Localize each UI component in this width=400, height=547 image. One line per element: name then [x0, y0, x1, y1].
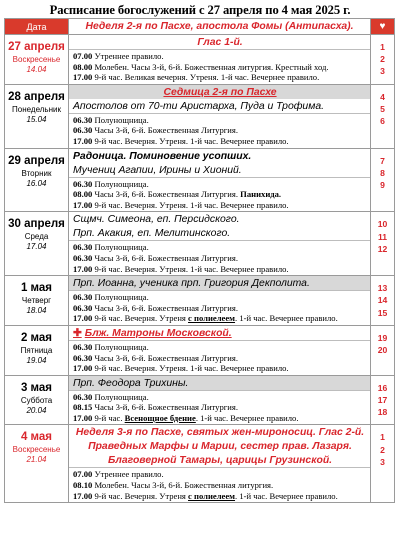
service-line [69, 51, 370, 62]
service-line [69, 392, 370, 403]
feast-line [69, 425, 370, 439]
old-style-date: 18.04 [26, 306, 47, 316]
service-line [69, 313, 370, 324]
service-time: 06.30 [73, 341, 93, 352]
date-cell [5, 425, 69, 503]
reading-numbers [371, 148, 395, 212]
service-time: 17.00 [73, 363, 93, 374]
services-block [69, 177, 370, 212]
service-line [69, 115, 370, 126]
feast-line [69, 376, 370, 390]
service-time: 08.15 [73, 402, 93, 413]
reading-number: 7 [380, 155, 385, 166]
service-line [69, 179, 370, 190]
service-text: Полунощница. [92, 178, 149, 189]
service-time: 07.00 [73, 469, 93, 480]
header-row [5, 19, 395, 35]
service-time: 06.30 [73, 252, 93, 263]
reading-number: 4 [380, 91, 385, 102]
reading-numbers [371, 375, 395, 425]
feast-line [69, 163, 370, 177]
service-line [69, 353, 370, 364]
date-cell [5, 212, 69, 276]
service-line [69, 303, 370, 314]
service-time: 17.00 [73, 412, 93, 423]
date-cell [5, 375, 69, 425]
service-time: 17.00 [73, 135, 93, 146]
old-style-date: 16.04 [26, 178, 47, 188]
service-line [69, 491, 370, 502]
feast-text: Седмица 2-я по Пасхе [163, 86, 277, 98]
service-line [69, 72, 370, 83]
service-text: Молебен. Часы 3-й, 6-й. Божественная литургия. [92, 480, 274, 491]
service-text: Утреннее правило. [92, 469, 164, 480]
content-cell [69, 375, 371, 425]
service-line [69, 402, 370, 413]
page-title: Расписание богослужений с 27 апреля по 4 мая 2025 г. [49, 3, 351, 17]
service-time: 08.10 [73, 480, 93, 491]
date-cell [5, 84, 69, 148]
weekday: Вторник [21, 168, 52, 178]
reading-number: 14 [377, 295, 388, 306]
content-cell [69, 212, 371, 276]
service-text: Часы 3-й, 6-й. Божественная Литургия. [92, 125, 239, 136]
service-time: 17.00 [73, 263, 93, 274]
feast-line [69, 35, 370, 49]
service-text: . 1-й час. Вечернее правило. [235, 490, 338, 501]
service-text: Часы 3-й, 6-й. Божественная Литургия. [92, 302, 239, 313]
day-date: 27 апреля [8, 41, 65, 53]
feast-text: Сщмч. Симеона, еп. Персидского. [73, 214, 240, 226]
service-text: . 1-й час. Вечернее правило. [235, 313, 338, 324]
service-text: с полиелеем [188, 490, 236, 501]
service-text: 9-й час. Вечерня. Утреня [92, 490, 189, 501]
reading-number: 2 [380, 54, 385, 65]
weekday: Среда [24, 232, 49, 242]
service-text: Полунощница. [92, 242, 149, 253]
service-time: 07.00 [73, 51, 93, 61]
services-block [69, 113, 370, 148]
service-text: . 1-й час. Вечернее правило. [195, 412, 299, 423]
weekday: Суббота [20, 395, 53, 405]
feast-line [69, 439, 370, 453]
service-text: Полунощница. [92, 114, 149, 125]
day-date: 29 апреля [8, 154, 65, 167]
day-row [5, 212, 395, 276]
day-date: 28 апреля [8, 90, 65, 103]
feast-text: Праведных Марфы и Марии, сестер прав. Лазаря. [88, 441, 352, 453]
reading-number: 3 [380, 456, 385, 467]
day-row [5, 148, 395, 212]
services-block [69, 340, 370, 375]
service-text: Полунощница. [92, 341, 149, 352]
reading-number: 11 [377, 231, 388, 242]
reading-numbers [371, 425, 395, 503]
day-row [5, 35, 395, 85]
feast-line [69, 276, 370, 290]
service-text: 9-й час. Великая вечерня. Утреня. 1-й час. Вечернее правило. [92, 72, 320, 83]
service-time: 06.30 [73, 114, 93, 125]
service-text: Часы 3-й, 6-й. Божественная Литургия. [92, 189, 241, 200]
date-column-header: Дата [5, 19, 69, 35]
day-date: 4 мая [20, 431, 53, 444]
schedule-table [4, 18, 395, 503]
reading-number: 13 [377, 283, 388, 294]
service-time: 06.30 [73, 292, 93, 303]
service-line [69, 62, 370, 73]
feast-text: Прп. Иоанна, ученика прп. Григория Декполита. [73, 278, 310, 290]
service-line [69, 189, 370, 200]
service-text: Полунощница. [92, 391, 149, 402]
service-text: Панихида. [240, 189, 282, 200]
service-time: 06.30 [73, 178, 93, 189]
service-line [69, 469, 370, 480]
service-line [69, 136, 370, 147]
service-time: 17.00 [73, 313, 93, 324]
reading-number: 3 [380, 66, 385, 77]
service-time: 06.30 [73, 352, 93, 363]
day-row [5, 325, 395, 375]
reading-number: 15 [377, 307, 388, 318]
feast-line [69, 226, 370, 240]
reading-numbers [371, 325, 395, 375]
reading-number: 6 [380, 116, 385, 127]
content-cell [69, 148, 371, 212]
feast-text: Прп. Акакия, еп. Мелитинского. [73, 228, 231, 240]
service-text: 9-й час. Вечерня. Утреня. 1-й час. Вечернее правило. [92, 363, 289, 374]
feast-text: Радоница. Поминовение усопших. [73, 150, 252, 162]
day-row [5, 375, 395, 425]
feast-line [69, 149, 370, 163]
service-text: Всенощное бдение [124, 412, 196, 423]
reading-numbers [371, 276, 395, 326]
content-cell [69, 325, 371, 375]
service-text: 9-й час. [92, 412, 125, 423]
service-line [69, 342, 370, 353]
feast-line [69, 212, 370, 226]
service-time: 08.00 [73, 189, 93, 200]
service-line [69, 253, 370, 264]
services-block [69, 290, 370, 325]
date-cell [5, 148, 69, 212]
reading-number: 12 [377, 243, 388, 254]
service-line [69, 480, 370, 491]
date-cell [5, 35, 69, 85]
reading-number: 17 [377, 394, 388, 405]
weekday: Воскресенье [12, 55, 61, 64]
service-text: 9-й час. Вечерня. Утреня. 1-й час. Вечернее правило. [92, 263, 289, 274]
service-line [69, 363, 370, 374]
day-row [5, 425, 395, 503]
reading-numbers [371, 84, 395, 148]
day-date: 30 апреля [8, 218, 65, 231]
service-text: Молебен. Часы 3-й, 6-й. Божественная литургия. Крестный ход. [92, 61, 329, 72]
services-block [69, 49, 370, 84]
service-text: с полиелеем [188, 313, 236, 324]
reading-number: 5 [380, 103, 385, 114]
old-style-date: 14.04 [26, 65, 47, 74]
services-block [69, 240, 370, 275]
old-style-date: 21.04 [26, 455, 47, 465]
date-cell [5, 325, 69, 375]
day-row [5, 276, 395, 326]
reading-number: 9 [380, 179, 385, 190]
reading-numbers [371, 212, 395, 276]
service-text: Полунощница. [92, 292, 149, 303]
feast-line [69, 326, 370, 340]
day-date: 2 мая [20, 331, 53, 344]
service-time: 06.30 [73, 125, 93, 136]
service-time: 17.00 [73, 199, 93, 210]
feast-text: Апостолов от 70-ти Аристарха, Пуда и Трофима. [73, 100, 324, 112]
reading-number: 1 [380, 432, 385, 443]
feast-line [69, 453, 370, 467]
feast-line [69, 99, 370, 113]
service-line [69, 125, 370, 136]
service-line [69, 200, 370, 211]
service-text: 9-й час. Вечерня. Утреня [92, 313, 189, 324]
cross-icon: ✚ [73, 327, 82, 339]
content-cell [69, 35, 371, 85]
reading-number: 18 [377, 407, 388, 418]
reading-number: 19 [377, 332, 388, 343]
reading-number: 16 [377, 382, 388, 393]
date-cell [5, 276, 69, 326]
header-feast: Неделя 2-я по Пасхе, апостола Фомы (Антипасха). [69, 19, 371, 35]
day-date: 1 мая [20, 282, 53, 295]
day-row [5, 84, 395, 148]
content-cell [69, 425, 371, 503]
day-date: 3 мая [20, 381, 53, 394]
service-time: 06.30 [73, 242, 93, 253]
service-text: Утреннее правило. [92, 51, 164, 61]
weekday: Четверг [21, 296, 52, 306]
service-line [69, 413, 370, 424]
reading-number: 20 [377, 345, 388, 356]
old-style-date: 15.04 [26, 114, 47, 124]
service-time: 06.30 [73, 391, 93, 402]
reading-number: 1 [380, 42, 385, 52]
service-time: 08.00 [73, 61, 93, 72]
weekday: Понедельник [12, 104, 61, 114]
feast-text: Неделя 3-я по Пасхе, святых жен-мироносиц. Глас 2-й. [75, 427, 365, 439]
heart-icon: ♥ [371, 19, 395, 35]
feast-text: Мучениц Агапии, Ирины и Хионий. [73, 164, 242, 176]
feast-line [69, 85, 370, 99]
reading-number: 2 [380, 444, 385, 455]
service-text: 9-й час. Вечерня. Утреня. 1-й час. Вечернее правило. [92, 135, 289, 146]
service-text: Часы 3-й, 6-й. Божественная Литургия. [92, 402, 239, 413]
services-block [69, 467, 370, 502]
reading-number: 8 [380, 167, 385, 178]
old-style-date: 17.04 [26, 242, 47, 252]
services-block [69, 390, 370, 425]
content-cell [69, 276, 371, 326]
feast-text: Благоверной Тамары, царицы Грузинской. [107, 455, 333, 467]
reading-number: 10 [377, 219, 388, 230]
service-text: 9-й час. Вечерня. Утреня. 1-й час. Вечернее правило. [92, 199, 289, 210]
feast-text: Блж. Матроны Московской. [84, 327, 232, 339]
service-line [69, 242, 370, 253]
feast-text: Прп. Феодора Трихины. [73, 377, 189, 389]
old-style-date: 20.04 [26, 405, 47, 415]
service-line [69, 292, 370, 303]
content-cell [69, 84, 371, 148]
feast-text: Глас 1-й. [197, 37, 243, 48]
weekday: Воскресенье [12, 445, 61, 455]
weekday: Пятница [20, 345, 53, 355]
old-style-date: 19.04 [26, 355, 47, 365]
service-text: Часы 3-й, 6-й. Божественная Литургия. [92, 352, 239, 363]
service-line [69, 264, 370, 275]
service-time: 06.30 [73, 302, 93, 313]
service-time: 17.00 [73, 72, 93, 83]
reading-numbers [371, 35, 395, 85]
service-text: Часы 3-й, 6-й. Божественная Литургия. [92, 252, 239, 263]
service-time: 17.00 [73, 490, 93, 501]
